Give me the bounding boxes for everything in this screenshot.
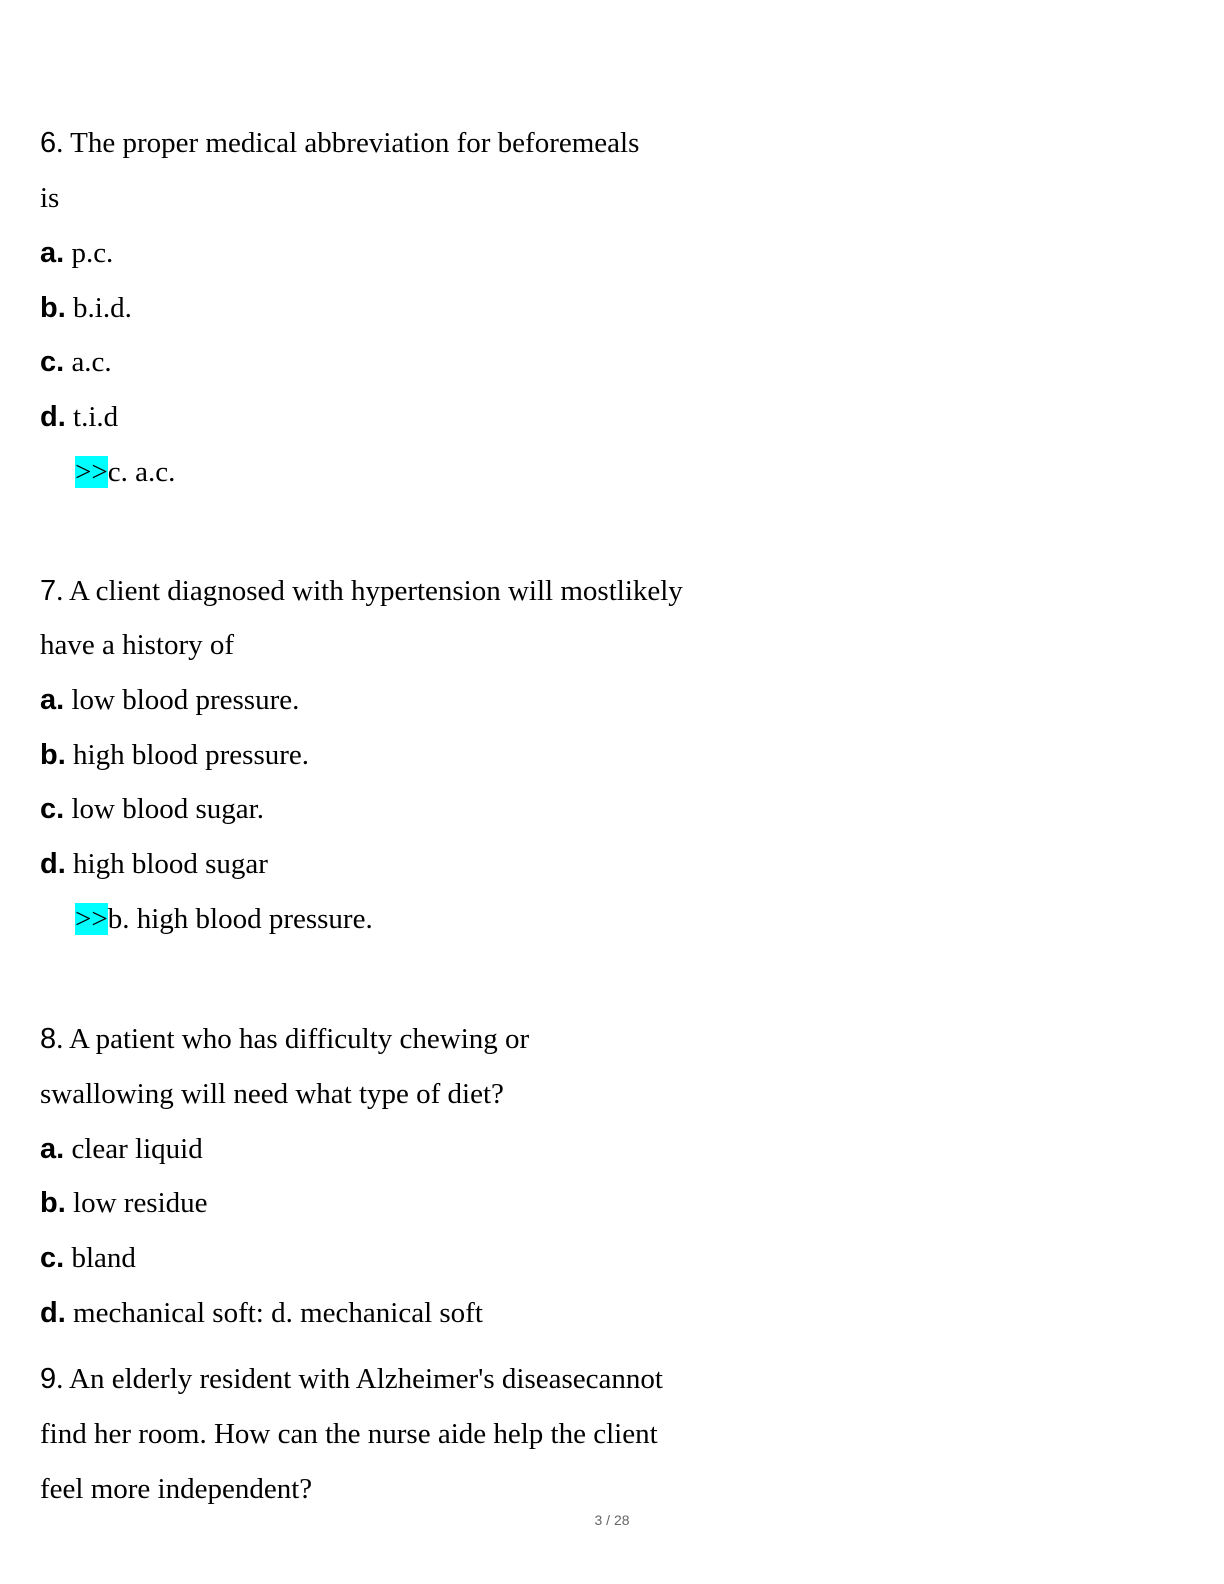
question-number: 8 (40, 1023, 57, 1055)
question-8-line-1 (40, 1022, 529, 1056)
option-text: high blood sugar (65, 848, 268, 880)
question-text: . A patient who has difficulty chewing or (56, 1023, 530, 1055)
option-text: t.i.d (65, 401, 119, 433)
q7-answer (75, 902, 373, 936)
q6-option-d (40, 400, 118, 434)
q7-option-d (40, 847, 268, 881)
option-letter: a. (40, 1133, 65, 1165)
option-text: p.c. (64, 237, 114, 269)
option-text: mechanical soft: d. mechanical soft (65, 1297, 483, 1329)
option-letter: b. (40, 292, 66, 324)
q6-answer (75, 455, 175, 489)
option-letter: b. (40, 1187, 66, 1219)
option-text: b.i.d. (65, 292, 132, 324)
option-text: a.c. (64, 346, 112, 378)
option-letter: b. (40, 739, 66, 771)
q8-option-b (40, 1186, 208, 1220)
option-letter: a. (40, 237, 65, 269)
question-text: . An elderly resident with Alzheimer's diseasecannot (56, 1363, 663, 1395)
option-letter: d. (40, 848, 66, 880)
answer-marker: >> (75, 903, 108, 935)
option-text: low residue (65, 1187, 208, 1219)
option-letter: c. (40, 346, 65, 378)
q8-option-a (40, 1132, 203, 1166)
option-text: high blood pressure. (65, 739, 310, 771)
question-number: 6 (40, 127, 57, 159)
q8-option-c (40, 1241, 136, 1275)
question-7-line-2: have a history of (40, 629, 235, 661)
option-letter: d. (40, 401, 66, 433)
question-number: 9 (40, 1363, 57, 1395)
question-9-line-1 (40, 1362, 663, 1396)
answer-marker: >> (75, 456, 108, 488)
q7-option-c (40, 792, 264, 826)
question-9-line-2: find her room. How can the nurse aide help the client (40, 1418, 658, 1450)
option-text: low blood pressure. (64, 684, 300, 716)
q6-option-c (40, 345, 112, 379)
page-indicator: 3 / 28 (594, 1512, 630, 1528)
answer-text: c. a.c. (107, 456, 176, 488)
q6-option-a (40, 236, 113, 270)
option-letter: d. (40, 1297, 66, 1329)
question-7-line-1 (40, 574, 683, 608)
question-6-line-1 (40, 126, 639, 160)
answer-text: b. high blood pressure. (107, 903, 373, 935)
option-text: clear liquid (64, 1133, 203, 1165)
option-letter: c. (40, 1242, 65, 1274)
option-text: bland (64, 1242, 136, 1274)
question-9-line-3: feel more independent? (40, 1473, 313, 1505)
question-8-line-2: swallowing will need what type of diet? (40, 1078, 504, 1110)
option-letter: a. (40, 684, 65, 716)
question-number: 7 (40, 575, 57, 607)
question-6-line-2: is (40, 182, 60, 214)
option-letter: c. (40, 793, 65, 825)
q7-option-a (40, 683, 299, 717)
q7-option-b (40, 738, 309, 772)
question-text: . The proper medical abbreviation for beforemeals (56, 127, 640, 159)
q6-option-b (40, 291, 132, 325)
option-text: low blood sugar. (64, 793, 264, 825)
q8-option-d (40, 1296, 483, 1330)
question-text: . A client diagnosed with hypertension will mostlikely (56, 575, 683, 607)
